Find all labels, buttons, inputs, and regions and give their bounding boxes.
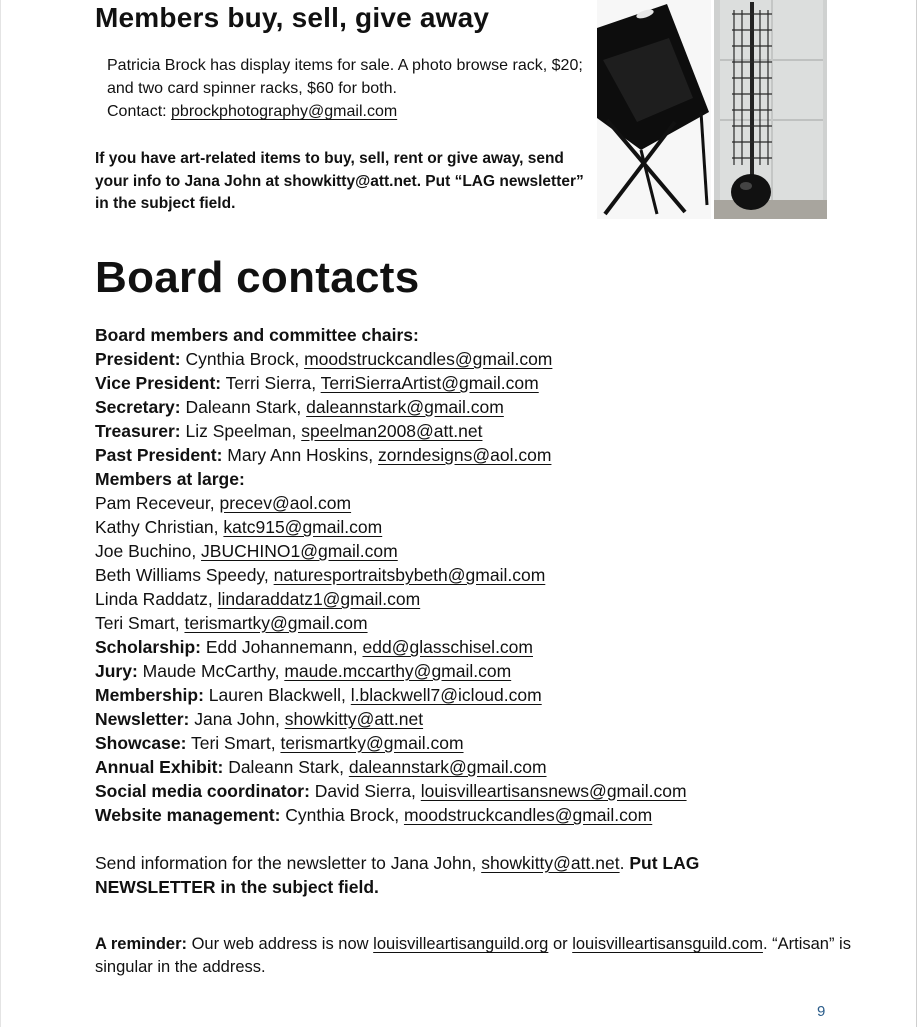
board-members-heading: Board members and committee chairs:: [95, 325, 419, 345]
reminder-note: . “Artisan” is singular in the address.: [95, 935, 851, 976]
member-row: [95, 563, 875, 587]
contact-name: Cynthia Brock,: [180, 349, 305, 369]
email-link[interactable]: showkitty@att.net: [284, 709, 424, 729]
send-email-link[interactable]: showkitty@att.net: [481, 853, 620, 873]
email-link[interactable]: naturesportraitsbybeth@gmail.com: [273, 565, 546, 585]
contact-row-jury: [95, 659, 875, 683]
contact-name: Beth Williams Speedy,: [95, 565, 274, 585]
role-label: Past President:: [95, 445, 223, 465]
contact-name: Mary Ann Hoskins,: [222, 445, 379, 465]
contact-name: Joe Buchino,: [95, 541, 202, 561]
contact-row-treasurer: [95, 419, 875, 443]
sale-contact-line: [95, 100, 585, 123]
contact-row-vice-president: [95, 371, 875, 395]
send-subject-instruction: Put LAG NEWSLETTER in the subject field.: [95, 853, 700, 897]
contact-name: Pam Receveur,: [95, 493, 220, 513]
send-text: Send information for the newsletter to Jana John,: [95, 853, 482, 873]
email-link[interactable]: edd@glasschisel.com: [362, 637, 533, 657]
page-left-edge: [0, 0, 1, 1027]
role-label: Scholarship:: [95, 637, 201, 657]
contact-name: Edd Johannemann,: [201, 637, 363, 657]
contact-name: Maude McCarthy,: [137, 661, 285, 681]
reminder-text: Our web address is now: [187, 935, 374, 953]
role-label: Social media coordinator:: [95, 781, 310, 801]
board-contacts-title: Board contacts: [95, 253, 420, 302]
page-right-edge: [916, 0, 917, 1027]
website-link-com[interactable]: louisvilleartisansguild.com: [572, 935, 763, 953]
contact-name: Linda Raddatz,: [95, 589, 218, 609]
role-label: Treasurer:: [95, 421, 181, 441]
contact-row-showcase: [95, 731, 875, 755]
contact-name: Daleann Stark,: [180, 397, 307, 417]
role-label: Website management:: [95, 805, 281, 825]
email-link[interactable]: zorndesigns@aol.com: [378, 445, 552, 465]
page-number: 9: [817, 1003, 826, 1020]
email-link[interactable]: l.blackwell7@icloud.com: [350, 685, 542, 705]
role-label: Secretary:: [95, 397, 181, 417]
photo-card-spinner-rack: [714, 0, 827, 219]
email-link[interactable]: precev@aol.com: [219, 493, 352, 513]
email-link[interactable]: moodstruckcandles@gmail.com: [403, 805, 653, 825]
contact-name: David Sierra,: [309, 781, 421, 801]
role-label: Newsletter:: [95, 709, 190, 729]
sale-description: [95, 54, 585, 123]
members-at-large-heading: Members at large:: [95, 469, 245, 489]
sale-section-title: Members buy, sell, give away: [95, 2, 490, 33]
contact-label: Contact:: [107, 103, 172, 120]
contact-row-past-president: [95, 443, 875, 467]
email-link[interactable]: TerriSierraArtist@gmail.com: [320, 373, 539, 393]
contact-row-newsletter: [95, 707, 875, 731]
sale-contact-email-link[interactable]: pbrockphotography@gmail.com: [171, 103, 398, 120]
contact-row-website: [95, 803, 875, 827]
contact-name: Liz Speelman,: [180, 421, 302, 441]
contact-name: Jana John,: [189, 709, 285, 729]
contact-name: Kathy Christian,: [95, 517, 224, 537]
email-link[interactable]: daleannstark@gmail.com: [306, 397, 504, 417]
website-link-org[interactable]: louisvilleartisanguild.org: [373, 935, 549, 953]
contact-row-president: [95, 347, 875, 371]
contact-name: Terri Sierra,: [221, 373, 321, 393]
contact-name: Lauren Blackwell,: [203, 685, 351, 705]
reminder-label: A reminder:: [95, 935, 187, 953]
member-row: [95, 515, 875, 539]
contact-row-scholarship: [95, 635, 875, 659]
role-label: Jury:: [95, 661, 138, 681]
sale-body-text: Patricia Brock has display items for sale. A photo browse rack, $20; and two card spinner racks, $60 for both.: [107, 57, 583, 97]
role-label: President:: [95, 349, 181, 369]
role-label: Vice President:: [95, 373, 222, 393]
email-link[interactable]: maude.mccarthy@gmail.com: [284, 661, 512, 681]
contact-row-social-media: [95, 779, 875, 803]
email-link[interactable]: lindaraddatz1@gmail.com: [217, 589, 421, 609]
email-link[interactable]: katc915@gmail.com: [223, 517, 383, 537]
contact-name: Teri Smart,: [186, 733, 281, 753]
contact-row-secretary: [95, 395, 875, 419]
contact-name: Cynthia Brock,: [280, 805, 404, 825]
sale-call-to-action: If you have art-related items to buy, sell, rent or give away, send your info to Jana John at showkitty@att.net. Put “LAG newsletter” in the subject field.: [95, 150, 584, 212]
email-link[interactable]: JBUCHINO1@gmail.com: [201, 541, 398, 561]
member-row: [95, 587, 875, 611]
role-label: Showcase:: [95, 733, 187, 753]
contact-row-membership: [95, 683, 875, 707]
email-link[interactable]: terismartky@gmail.com: [184, 613, 368, 633]
email-link[interactable]: daleannstark@gmail.com: [348, 757, 547, 777]
email-link[interactable]: terismartky@gmail.com: [280, 733, 464, 753]
member-row: [95, 539, 875, 563]
contact-row-annual-exhibit: [95, 755, 875, 779]
email-link[interactable]: moodstruckcandles@gmail.com: [304, 349, 553, 369]
photo-browse-rack: [597, 0, 711, 219]
board-contacts-list: [95, 323, 875, 827]
member-row: [95, 611, 875, 635]
member-row: [95, 491, 875, 515]
email-link[interactable]: speelman2008@att.net: [301, 421, 483, 441]
web-address-reminder: [95, 933, 855, 978]
contact-name: Daleann Stark,: [223, 757, 349, 777]
role-label: Membership:: [95, 685, 204, 705]
send-period: .: [619, 853, 630, 873]
reminder-or: or: [548, 935, 573, 953]
role-label: Annual Exhibit:: [95, 757, 224, 777]
newsletter-submission-note: [95, 851, 795, 899]
email-link[interactable]: louisvilleartisansnews@gmail.com: [420, 781, 687, 801]
contact-name: Teri Smart,: [95, 613, 185, 633]
